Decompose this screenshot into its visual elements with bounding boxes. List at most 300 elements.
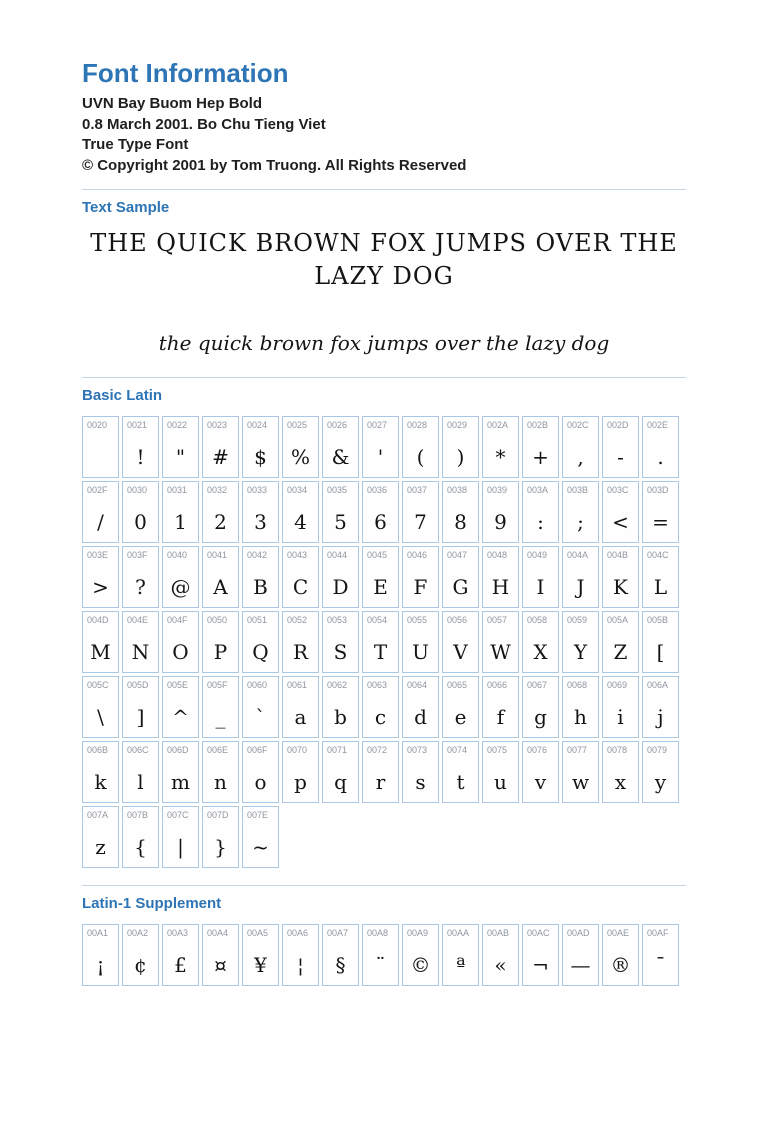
char-cell-006B	[82, 741, 119, 803]
char-cell-0042	[242, 546, 279, 608]
glyph: \	[97, 705, 104, 729]
char-cell-00A5	[242, 924, 279, 986]
char-cell-0047	[442, 546, 479, 608]
codepoint-label: 005F	[207, 680, 228, 690]
codepoint-label: 0075	[487, 745, 508, 755]
glyph: )	[456, 445, 465, 469]
char-cell-003F	[122, 546, 159, 608]
char-cell-00A8	[362, 924, 399, 986]
char-cell-007A	[82, 806, 119, 868]
char-cell-0070	[282, 741, 319, 803]
glyph: n	[214, 770, 227, 794]
char-cell-0075	[482, 741, 519, 803]
codepoint-label: 006F	[247, 745, 268, 755]
glyph: [	[656, 640, 665, 664]
codepoint-label: 003B	[567, 485, 589, 495]
glyph: ª	[455, 953, 466, 977]
codepoint-label: 0039	[487, 485, 508, 495]
char-cell-002E	[642, 416, 679, 478]
codepoint-label: 0065	[447, 680, 468, 690]
codepoint-label: 007A	[87, 810, 109, 820]
codepoint-label: 002D	[607, 420, 629, 430]
codepoint-label: 0043	[287, 550, 308, 560]
char-grid-row	[82, 481, 686, 543]
char-cell-0068	[562, 676, 599, 738]
glyph: F	[413, 575, 428, 599]
section-divider	[82, 885, 686, 886]
glyph: m	[171, 770, 190, 794]
glyph: -	[617, 445, 624, 469]
glyph: 4	[294, 510, 307, 534]
char-cell-0076	[522, 741, 559, 803]
codepoint-label: 003C	[607, 485, 629, 495]
char-cell-0073	[402, 741, 439, 803]
glyph: I	[536, 575, 545, 599]
char-cell-0060	[242, 676, 279, 738]
codepoint-label: 002B	[527, 420, 549, 430]
glyph: q	[334, 770, 347, 794]
glyph: J	[576, 575, 585, 599]
glyph: z	[95, 835, 106, 859]
codepoint-label: 004B	[607, 550, 629, 560]
glyph: L	[653, 575, 668, 599]
codepoint-label: 0038	[447, 485, 468, 495]
glyph: l	[137, 770, 144, 794]
char-grid-row	[82, 546, 686, 608]
codepoint-label: 007B	[127, 810, 149, 820]
glyph: b	[334, 705, 347, 729]
glyph: r	[375, 770, 386, 794]
codepoint-label: 0045	[367, 550, 388, 560]
codepoint-label: 0024	[247, 420, 268, 430]
char-grid-row	[82, 611, 686, 673]
char-cell-005C	[82, 676, 119, 738]
section-divider	[82, 377, 686, 378]
codepoint-label: 004A	[567, 550, 589, 560]
codepoint-label: 006B	[87, 745, 109, 755]
glyph: 6	[374, 510, 387, 534]
glyph: `	[255, 705, 266, 729]
codepoint-label: 0040	[167, 550, 188, 560]
glyph: O	[172, 640, 189, 664]
glyph: ¢	[134, 953, 147, 977]
char-cell-005B	[642, 611, 679, 673]
codepoint-label: 0020	[87, 420, 108, 430]
codepoint-label: 00A8	[367, 928, 389, 938]
glyph: ¥	[254, 953, 267, 977]
section-divider	[82, 189, 686, 190]
char-cell-0028	[402, 416, 439, 478]
char-cell-003B	[562, 481, 599, 543]
codepoint-label: 004E	[127, 615, 149, 625]
glyph: N	[131, 640, 150, 664]
glyph: ¨	[375, 953, 386, 977]
glyph: ;	[577, 510, 584, 534]
char-cell-0036	[362, 481, 399, 543]
codepoint-label: 0057	[487, 615, 508, 625]
char-cell-0065	[442, 676, 479, 738]
codepoint-label: 0067	[527, 680, 548, 690]
char-cell-0035	[322, 481, 359, 543]
char-cell-0067	[522, 676, 559, 738]
latin1-supplement-grid	[82, 924, 686, 986]
codepoint-label: 00A1	[87, 928, 109, 938]
glyph: 3	[254, 510, 267, 534]
char-cell-007B	[122, 806, 159, 868]
char-cell-0057	[482, 611, 519, 673]
glyph: W	[490, 640, 511, 664]
glyph: 8	[454, 510, 467, 534]
codepoint-label: 0064	[407, 680, 428, 690]
codepoint-label: 0077	[567, 745, 588, 755]
codepoint-label: 0072	[367, 745, 388, 755]
section-heading-latin1-supplement: Latin-1 Supplement	[82, 895, 222, 912]
glyph: @	[170, 575, 191, 599]
codepoint-label: 00AF	[647, 928, 669, 938]
glyph: k	[94, 770, 107, 794]
char-cell-0055	[402, 611, 439, 673]
codepoint-label: 0028	[407, 420, 428, 430]
char-cell-003E	[82, 546, 119, 608]
font-name: UVN Bay Buom Hep Bold	[82, 95, 263, 112]
codepoint-label: 0021	[127, 420, 148, 430]
glyph: —	[570, 953, 591, 977]
char-cell-0034	[282, 481, 319, 543]
char-cell-0079	[642, 741, 679, 803]
char-cell-006A	[642, 676, 679, 738]
char-cell-0021	[122, 416, 159, 478]
codepoint-label: 005A	[607, 615, 629, 625]
char-cell-002B	[522, 416, 559, 478]
codepoint-label: 0029	[447, 420, 468, 430]
glyph: !	[136, 445, 145, 469]
glyph: Q	[252, 640, 269, 664]
glyph: "	[175, 445, 186, 469]
codepoint-label: 0049	[527, 550, 548, 560]
char-cell-0023	[202, 416, 239, 478]
char-cell-006E	[202, 741, 239, 803]
codepoint-label: 0073	[407, 745, 428, 755]
glyph: R	[292, 640, 309, 664]
char-cell-00A2	[122, 924, 159, 986]
glyph: :	[537, 510, 544, 534]
char-cell-007C	[162, 806, 199, 868]
codepoint-label: 0078	[607, 745, 628, 755]
codepoint-label: 0027	[367, 420, 388, 430]
char-cell-0041	[202, 546, 239, 608]
sample-lowercase: the quick brown fox jumps over the lazy dog	[158, 331, 610, 355]
glyph: M	[90, 640, 111, 664]
char-cell-00A7	[322, 924, 359, 986]
char-cell-0024	[242, 416, 279, 478]
char-cell-0045	[362, 546, 399, 608]
glyph: ®	[610, 953, 631, 977]
codepoint-label: 005D	[127, 680, 149, 690]
codepoint-label: 0059	[567, 615, 588, 625]
glyph: d	[414, 705, 427, 729]
glyph: t	[456, 770, 465, 794]
font-info-page	[82, 58, 686, 986]
char-cell-0027	[362, 416, 399, 478]
glyph: g	[534, 705, 547, 729]
codepoint-label: 0042	[247, 550, 268, 560]
glyph: /	[97, 510, 104, 534]
codepoint-label: 003A	[527, 485, 549, 495]
char-cell-0033	[242, 481, 279, 543]
glyph: G	[452, 575, 469, 599]
codepoint-label: 0066	[487, 680, 508, 690]
glyph: 1	[174, 510, 187, 534]
codepoint-label: 0032	[207, 485, 228, 495]
glyph: _	[215, 705, 226, 729]
glyph: =	[652, 510, 669, 534]
codepoint-label: 0050	[207, 615, 228, 625]
char-cell-0054	[362, 611, 399, 673]
char-cell-004D	[82, 611, 119, 673]
codepoint-label: 002C	[567, 420, 589, 430]
glyph: 7	[414, 510, 427, 534]
char-cell-005E	[162, 676, 199, 738]
glyph: 9	[494, 510, 507, 534]
basic-latin-grid	[82, 416, 686, 868]
glyph: |	[177, 835, 184, 859]
codepoint-label: 0031	[167, 485, 188, 495]
glyph: .	[657, 445, 664, 469]
glyph: j	[657, 705, 664, 729]
codepoint-label: 00AE	[607, 928, 630, 938]
char-cell-004A	[562, 546, 599, 608]
char-cell-002C	[562, 416, 599, 478]
char-grid-row	[82, 676, 686, 738]
glyph: *	[495, 445, 506, 469]
codepoint-label: 0047	[447, 550, 468, 560]
char-cell-0026	[322, 416, 359, 478]
glyph: 0	[134, 510, 147, 534]
char-cell-005F	[202, 676, 239, 738]
codepoint-label: 0037	[407, 485, 428, 495]
section-heading-basic-latin: Basic Latin	[82, 387, 163, 404]
font-format: True Type Font	[82, 136, 189, 153]
char-grid-row	[82, 416, 686, 478]
char-cell-0029	[442, 416, 479, 478]
char-cell-0066	[482, 676, 519, 738]
char-cell-0064	[402, 676, 439, 738]
glyph: e	[454, 705, 467, 729]
codepoint-label: 0033	[247, 485, 268, 495]
glyph: ¡	[96, 953, 105, 977]
glyph: C	[292, 575, 309, 599]
codepoint-label: 0026	[327, 420, 348, 430]
glyph: %	[290, 445, 310, 469]
glyph: f	[496, 705, 505, 729]
char-cell-0046	[402, 546, 439, 608]
codepoint-label: 0030	[127, 485, 148, 495]
char-cell-0063	[362, 676, 399, 738]
codepoint-label: 00AB	[487, 928, 510, 938]
char-cell-007E	[242, 806, 279, 868]
glyph: ,	[577, 445, 584, 469]
char-grid-row	[82, 924, 686, 986]
codepoint-label: 00A3	[167, 928, 189, 938]
char-cell-0051	[242, 611, 279, 673]
char-cell-006F	[242, 741, 279, 803]
char-cell-0078	[602, 741, 639, 803]
codepoint-label: 0069	[607, 680, 628, 690]
glyph: '	[377, 445, 384, 469]
font-copyright: © Copyright 2001 by Tom Truong. All Rights Reserved	[82, 156, 467, 174]
codepoint-label: 0074	[447, 745, 468, 755]
codepoint-label: 0058	[527, 615, 548, 625]
char-cell-0069	[602, 676, 639, 738]
codepoint-label: 004C	[647, 550, 669, 560]
char-cell-007D	[202, 806, 239, 868]
codepoint-label: 005E	[167, 680, 189, 690]
codepoint-label: 006C	[127, 745, 149, 755]
char-cell-0049	[522, 546, 559, 608]
codepoint-label: 007E	[247, 810, 269, 820]
glyph: <	[612, 510, 629, 534]
glyph: ¯	[655, 953, 666, 977]
codepoint-label: 00A4	[207, 928, 229, 938]
codepoint-label: 0070	[287, 745, 308, 755]
codepoint-label: 0060	[247, 680, 268, 690]
codepoint-label: 0025	[287, 420, 308, 430]
codepoint-label: 004F	[167, 615, 188, 625]
char-cell-0032	[202, 481, 239, 543]
glyph: w	[571, 770, 590, 794]
codepoint-label: 0055	[407, 615, 428, 625]
glyph: ¦	[297, 953, 304, 977]
glyph: H	[491, 575, 510, 599]
codepoint-label: 005C	[87, 680, 109, 690]
char-cell-0058	[522, 611, 559, 673]
codepoint-label: 003D	[647, 485, 669, 495]
glyph: P	[213, 640, 228, 664]
glyph: {	[134, 835, 147, 859]
codepoint-label: 007C	[167, 810, 189, 820]
codepoint-label: 0046	[407, 550, 428, 560]
char-cell-0025	[282, 416, 319, 478]
char-cell-005D	[122, 676, 159, 738]
glyph: #	[212, 445, 229, 469]
glyph: s	[415, 770, 426, 794]
glyph: &	[331, 445, 350, 469]
codepoint-label: 007D	[207, 810, 229, 820]
codepoint-label: 0041	[207, 550, 228, 560]
codepoint-label: 00A2	[127, 928, 149, 938]
codepoint-label: 00AC	[527, 928, 550, 938]
char-grid-row	[82, 806, 686, 868]
glyph: ?	[135, 575, 146, 599]
codepoint-label: 00A7	[327, 928, 349, 938]
glyph: U	[412, 640, 429, 664]
glyph: 5	[334, 510, 347, 534]
char-cell-004E	[122, 611, 159, 673]
char-cell-003C	[602, 481, 639, 543]
glyph	[83, 446, 118, 468]
codepoint-label: 00AD	[567, 928, 590, 938]
char-cell-00AC	[522, 924, 559, 986]
glyph: K	[613, 575, 628, 599]
char-cell-0052	[282, 611, 319, 673]
codepoint-label: 002F	[87, 485, 108, 495]
char-cell-0043	[282, 546, 319, 608]
char-cell-0050	[202, 611, 239, 673]
glyph: o	[254, 770, 267, 794]
glyph: u	[494, 770, 507, 794]
codepoint-label: 006D	[167, 745, 189, 755]
char-grid-row	[82, 741, 686, 803]
char-cell-00A4	[202, 924, 239, 986]
codepoint-label: 0035	[327, 485, 348, 495]
glyph: a	[294, 705, 307, 729]
glyph: «	[494, 953, 507, 977]
char-cell-00A3	[162, 924, 199, 986]
glyph: ~	[252, 835, 269, 859]
char-cell-0038	[442, 481, 479, 543]
char-cell-0062	[322, 676, 359, 738]
char-cell-005A	[602, 611, 639, 673]
codepoint-label: 00A9	[407, 928, 429, 938]
glyph: 2	[214, 510, 227, 534]
glyph: §	[335, 953, 346, 977]
char-cell-003D	[642, 481, 679, 543]
char-cell-003A	[522, 481, 559, 543]
char-cell-006D	[162, 741, 199, 803]
glyph: x	[614, 770, 627, 794]
char-cell-002F	[82, 481, 119, 543]
glyph: V	[453, 640, 468, 664]
glyph: c	[374, 705, 387, 729]
char-cell-0059	[562, 611, 599, 673]
char-cell-0074	[442, 741, 479, 803]
codepoint-label: 0053	[327, 615, 348, 625]
glyph: A	[213, 575, 228, 599]
char-cell-0031	[162, 481, 199, 543]
glyph: ¤	[214, 953, 227, 977]
glyph: +	[532, 445, 549, 469]
char-cell-006C	[122, 741, 159, 803]
codepoint-label: 0076	[527, 745, 548, 755]
glyph: D	[332, 575, 349, 599]
codepoint-label: 003F	[127, 550, 148, 560]
codepoint-label: 00A5	[247, 928, 269, 938]
codepoint-label: 0062	[327, 680, 348, 690]
char-cell-0061	[282, 676, 319, 738]
char-cell-00A1	[82, 924, 119, 986]
codepoint-label: 0052	[287, 615, 308, 625]
char-cell-0030	[122, 481, 159, 543]
char-cell-00A6	[282, 924, 319, 986]
glyph: $	[254, 445, 267, 469]
codepoint-label: 0022	[167, 420, 188, 430]
char-cell-0040	[162, 546, 199, 608]
glyph: X	[533, 640, 548, 664]
char-cell-0071	[322, 741, 359, 803]
char-cell-0039	[482, 481, 519, 543]
char-cell-002A	[482, 416, 519, 478]
section-heading-text-sample: Text Sample	[82, 199, 170, 216]
char-cell-0022	[162, 416, 199, 478]
codepoint-label: 0034	[287, 485, 308, 495]
codepoint-label: 002A	[487, 420, 509, 430]
glyph: ]	[136, 705, 145, 729]
char-cell-00AA	[442, 924, 479, 986]
char-cell-0020	[82, 416, 119, 478]
glyph: S	[333, 640, 348, 664]
glyph: p	[294, 770, 307, 794]
codepoint-label: 0048	[487, 550, 508, 560]
